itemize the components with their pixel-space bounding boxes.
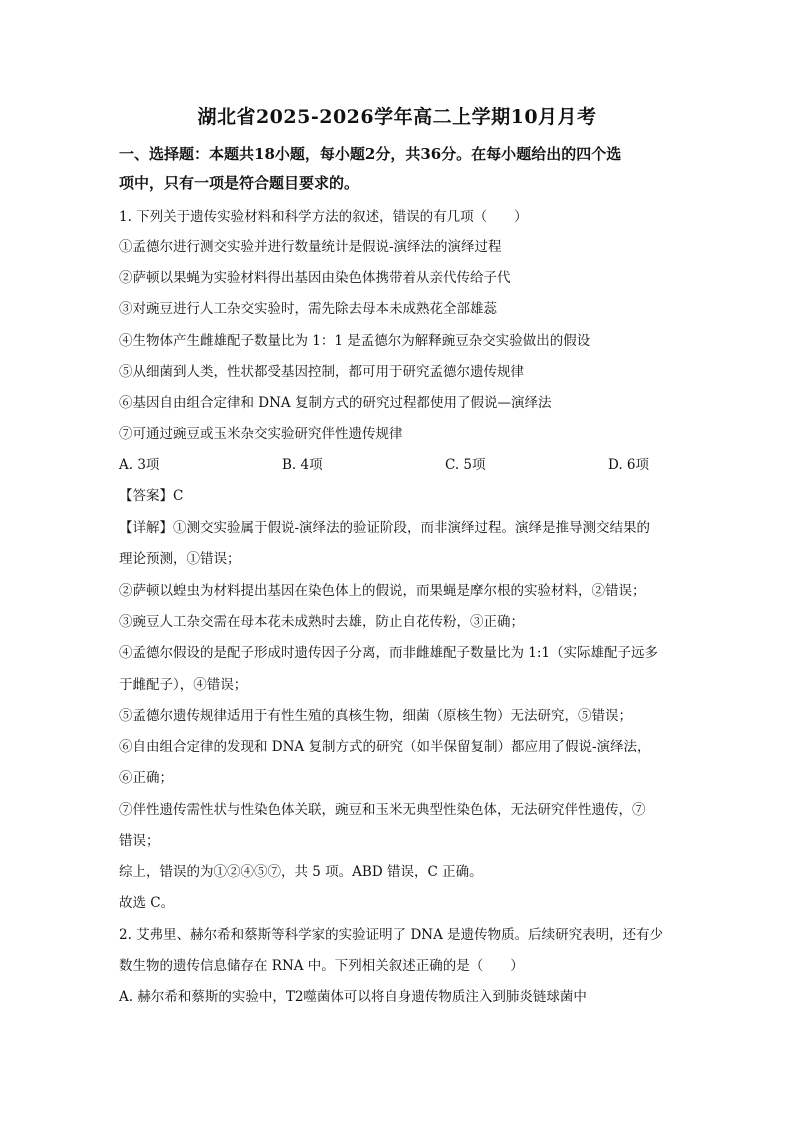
analysis-line: 错误； <box>119 833 160 849</box>
question-1-item-7: ⑦可通过豌豆或玉米杂交实验研究伴性遗传规律 <box>119 426 403 442</box>
question-1-item-6: ⑥基因自由组合定律和 DNA 复制方式的研究过程都使用了假说—演绎法 <box>119 395 552 411</box>
question-1-stem: 1. 下列关于遗传实验材料和科学方法的叙述，错误的有几项（ ） <box>119 209 528 225</box>
analysis-line: ⑥自由组合定律的发现和 DNA 复制方式的研究（如半保留复制）都应用了假说-演绎法， <box>119 739 651 755</box>
question-2-stem-line-1: 2. 艾弗里、赫尔希和蔡斯等科学家的实验证明了 DNA 是遗传物质。后续研究表明，还有少 <box>119 927 664 943</box>
analysis-line: ③豌豆人工杂交需在母本花未成熟时去雄，防止自花传粉，③正确； <box>119 614 524 630</box>
question-1-option-c: C. 5项 <box>445 457 486 473</box>
analysis-line: 综上，错误的为①②④⑤⑦，共 5 项。ABD 错误，C 正确。 <box>119 864 483 880</box>
analysis-line: ⑤孟德尔遗传规律适用于有性生殖的真核生物，细菌（原核生物）无法研究，⑤错误； <box>119 708 632 724</box>
analysis-line: 于雌配子），④错误； <box>119 677 248 693</box>
question-1-item-4: ④生物体产生雌雄配子数量比为 1：1 是孟德尔为解释豌豆杂交实验做出的假设 <box>119 333 591 349</box>
analysis-conclusion: 故选 C。 <box>119 895 175 911</box>
question-1-item-2: ②萨顿以果蝇为实验材料得出基因由染色体携带着从亲代传给子代 <box>119 270 511 286</box>
page-title: 湖北省2025-2026学年高二上学期10月月考 <box>197 106 597 128</box>
question-1-option-b: B. 4项 <box>282 457 323 473</box>
question-1-option-a: A. 3项 <box>119 457 160 473</box>
question-1-item-5: ⑤从细菌到人类，性状都受基因控制，都可用于研究孟德尔遗传规律 <box>119 364 524 380</box>
analysis-line: ⑥正确； <box>119 770 173 786</box>
question-2-stem-line-2: 数生物的遗传信息储存在 RNA 中。下列相关叙述正确的是（ ） <box>119 958 524 974</box>
analysis-line: 理论预测，①错误； <box>119 551 241 567</box>
question-1-option-d: D. 6项 <box>608 457 650 473</box>
analysis-line: ②萨顿以蝗虫为材料提出基因在染色体上的假说，而果蝇是摩尔根的实验材料，②错误； <box>119 583 646 599</box>
question-1-item-1: ①孟德尔进行测交实验并进行数量统计是假说-演绎法的演绎过程 <box>119 239 502 255</box>
analysis-line: ④孟德尔假设的是配子形成时遗传因子分离，而非雌雄配子数量比为 1:1（实际雄配子远多 <box>119 645 659 661</box>
analysis-line: 【详解】①测交实验属于假说-演绎法的验证阶段，而非演绎过程。演绎是推导测交结果的 <box>119 520 651 536</box>
question-1-answer: 【答案】C <box>119 488 184 504</box>
section-heading-line-1: 一、选择题：本题共18小题，每小题2分，共36分。在每小题给出的四个选 <box>119 145 622 163</box>
question-1-item-3: ③对豌豆进行人工杂交实验时，需先除去母本未成熟花全部雄蕊 <box>119 301 497 317</box>
section-heading <box>119 140 679 198</box>
analysis-line: ⑦伴性遗传需性状与性染色体关联，豌豆和玉米无典型性染色体，无法研究伴性遗传，⑦ <box>119 802 646 818</box>
question-2-option-a: A. 赫尔希和蔡斯的实验中，T2噬菌体可以将自身遗传物质注入到肺炎链球菌中 <box>119 989 587 1005</box>
section-heading-line-2: 项中，只有一项是符合题目要求的。 <box>119 174 360 192</box>
